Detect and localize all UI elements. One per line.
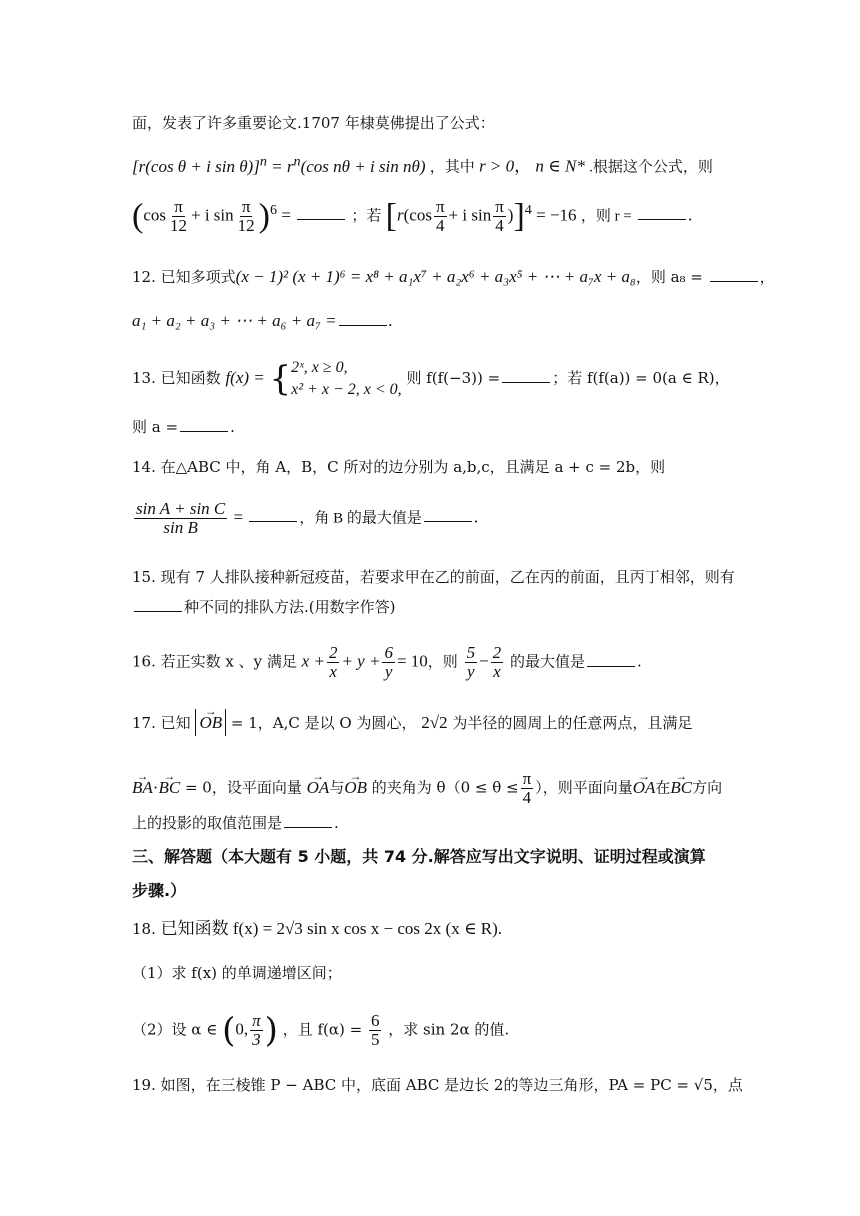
- q17-line3: 上的投影的取值范围是 .: [132, 814, 339, 832]
- answer-blank[interactable]: [284, 813, 332, 828]
- q16-line: 16. 若正实数 x 、y 满足 x + $\frac{2}{x}$ + y + $\frac{6}{y}$ = 10，则 $\frac{5}{y}$ − $\frac{2}{x}$ 的最大值是 .: [132, 643, 642, 681]
- q17-line1: 17. 已知 → OB = 1，A,C 是以 O 为圆心， 2√2 为半径的圆周上的任意两点，且满足: [132, 712, 748, 734]
- section-heading: 三、解答题（本大题有 5 小题，共 74 分.解答应写出文字说明、证明过程或演算: [132, 847, 706, 866]
- answer-blank[interactable]: [710, 267, 758, 282]
- fraction: $\frac{\pi}{12}$: [237, 197, 255, 235]
- q13-line2: 则 a = .: [132, 418, 235, 436]
- q14-line1: 14. 在△ABC 中，角 A，B，C 所对的边分别为 a,b,c，且满足 a + c = 2b，则: [132, 458, 666, 476]
- q18-part2: （2）设 α ∈ (0, $\frac{\pi}{3}$ ) ，且 f(α) = $\frac{6}{5}$ ，求 sin 2α 的值.: [132, 1010, 510, 1051]
- answer-blank[interactable]: [249, 507, 297, 522]
- q14-line2: $\frac{\text{sin A + sin C}}{\text{sin B}}$ = ，角 B 的最大值是 .: [136, 499, 479, 537]
- answer-blank[interactable]: [638, 205, 686, 220]
- fraction: $\frac{\text{sin A + sin C}}{\text{sin B}}$: [136, 499, 226, 537]
- section-heading-cont: 步骤.）: [132, 881, 187, 900]
- q11-formula-line: [r(cos θ + i $\sin \theta)]^n = r^n(\cos$ nθ + i sin nθ) ，其中 r > 0， n ∈ N* .根据这个公式，则: [132, 153, 713, 176]
- fraction: $\frac{6}{5}$: [370, 1011, 380, 1049]
- answer-blank[interactable]: [587, 652, 635, 667]
- q15-line2: 种不同的排队方法.(用数字作答): [132, 596, 748, 618]
- q18-line1: 18. 已知函数 f(x) = 2√3 sin x cos x − cos 2x (x ∈ R).: [132, 919, 503, 938]
- piecewise-brace: { 2ˣ, x ≥ 0, x² + x − 2, x < 0,: [269, 359, 402, 399]
- q12-line1: 12. 已知多项式(x − 1)² (x + 1)⁶ = x⁸ + a₁x⁷ + a₂x⁶ + a₃x⁵ + ⋯ + a₇x + a₈，则 a₈ = ，: [132, 267, 775, 286]
- answer-blank[interactable]: [424, 507, 472, 522]
- intro-line: 面，发表了许多重要论文.1707 年棣莫佛提出了公式：: [132, 114, 495, 132]
- fraction: $\frac{\pi}{3}$: [252, 1011, 261, 1049]
- q13-line1: 13. 已知函数 f(x) = { 2ˣ, x ≥ 0, x² + x − 2, x < 0, 则 f(f(−3)) = ；若 f(f(a)) = 0(a ∈ R)，: [132, 359, 730, 399]
- fraction: $\frac{\pi}{4}$: [495, 197, 504, 235]
- answer-blank[interactable]: [502, 368, 550, 383]
- q19-line1: 19. 如图，在三棱锥 P − ABC 中，底面 ABC 是边长 2的等边三角形，PA = PC = √5，点: [132, 1076, 743, 1094]
- answer-blank[interactable]: [339, 311, 387, 326]
- fraction: $\frac{\pi}{4}$: [522, 769, 532, 807]
- fraction: $\frac{2}{x}$: [492, 643, 502, 681]
- fraction: $\frac{6}{y}$: [384, 643, 393, 681]
- answer-blank[interactable]: [180, 417, 228, 432]
- q18-part1: （1）求 f(x) 的单调递增区间；: [132, 964, 342, 982]
- q15-line1: 15. 现有 7 人排队接种新冠疫苗，若要求甲在乙的前面，乙在丙的前面，且丙丁相邻，则有: [132, 568, 735, 586]
- fraction: $\frac{\pi}{4}$: [435, 197, 445, 235]
- fraction: $\frac{5}{y}$: [466, 643, 476, 681]
- fraction: $\frac{\pi}{12}$: [170, 197, 187, 235]
- q12-line2: a₁ + a₂ + a₃ + ⋯ + a₆ + a₇ = .: [132, 311, 393, 330]
- fraction: $\frac{2}{x}$: [328, 643, 338, 681]
- answer-blank[interactable]: [134, 597, 182, 612]
- vector-magnitude: → OB: [195, 709, 226, 736]
- answer-blank[interactable]: [297, 205, 345, 220]
- de-moivre-formula: [r(cos θ + i $\sin \theta)]^n = r^n(\cos$ nθ + i sin nθ): [132, 153, 426, 176]
- q17-line2: → BA·→ BC = 0，设平面向量 → OA与→ OB 的夹角为 θ（0 ≤ θ ≤ $\frac{\pi}{4}$ ），则平面向量→ OA在→ BC方向: [132, 770, 748, 807]
- q11-parts-line: (cos $\frac{\pi}{12}$ + i sin $\frac{\pi}{12}$ )$^6$ = ；若 [r(cos $\frac{\pi}{4}$ + i sin $\frac{\pi}{4}$ )]$^4$ = −16 ，则 r = .: [132, 197, 693, 235]
